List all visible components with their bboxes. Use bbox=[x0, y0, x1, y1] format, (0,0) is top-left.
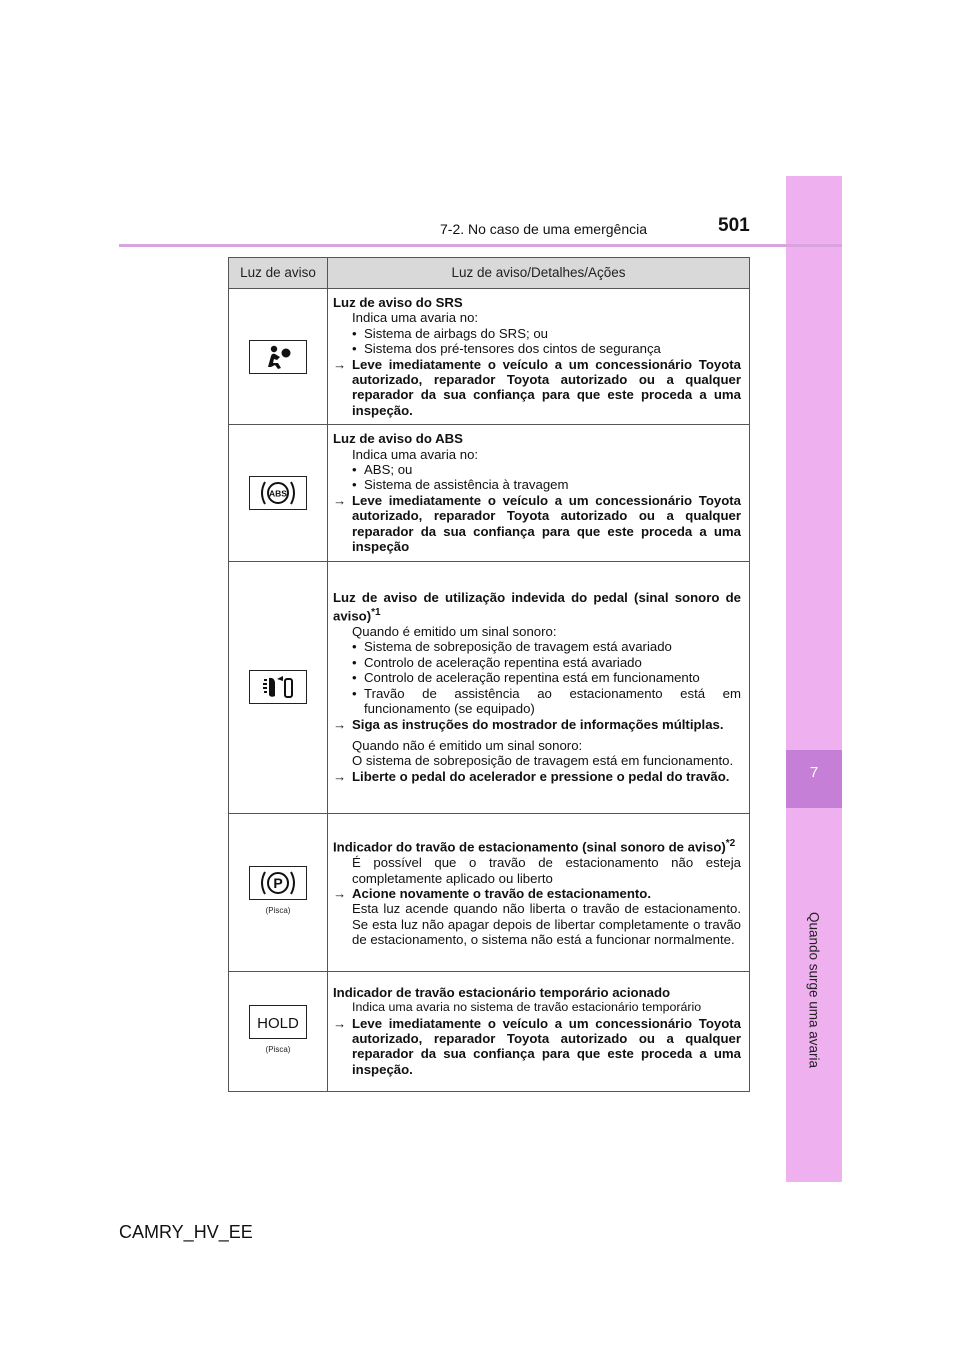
description-cell bbox=[328, 971, 750, 1091]
action-item: → Leve imediatamente o veículo a um concessionário Toyota autorizado, reparador Toyota autorizado ou a qualquer reparador da sua confiança para que este proceda a uma inspeção. bbox=[333, 356, 741, 418]
arrow-glyph: → bbox=[333, 492, 347, 508]
bullet-item: • Sistema de assistência à travagem bbox=[352, 477, 569, 493]
section-title: 7-2. No caso de uma emergência bbox=[440, 221, 647, 237]
table-row bbox=[229, 813, 750, 971]
row-title: Luz de aviso de utilização indevida do pedal (sinal sonoro de aviso)$^{*1}$ bbox=[333, 589, 741, 624]
warning-lights-table bbox=[228, 257, 750, 1092]
table-row bbox=[229, 561, 750, 813]
bullet-item: • Sistema de airbags do SRS; ou bbox=[352, 325, 548, 341]
bullet-item: • ABS; ou bbox=[352, 462, 413, 478]
page-number: 501 bbox=[718, 215, 750, 236]
icon-cell bbox=[229, 813, 328, 971]
description-cell bbox=[328, 289, 750, 425]
row-title: Indicador do travão de estacionamento (sinal sonoro de aviso)$^{*2}$ bbox=[333, 838, 736, 855]
row-title: Luz de aviso do ABS bbox=[333, 431, 463, 447]
description-cell bbox=[328, 425, 750, 561]
bullet-glyph: • bbox=[352, 341, 357, 357]
bullet-glyph: • bbox=[352, 685, 357, 701]
row-text-2: Esta luz acende quando não liberta o travão de estacionamento. Se esta luz não apagar depois de libertar completamente o travão de estacionamento, o sistema não está a funcionar normalmente. bbox=[352, 901, 741, 948]
action-item: → Leve imediatamente o veículo a um concessionário Toyota autorizado, reparador Toyota autorizado ou a qualquer reparador da sua confiança para que este proceda a uma inspeção bbox=[333, 492, 741, 555]
action-item: → Leve imediatamente o veículo a um concessionário Toyota autorizado, reparador Toyota autorizado ou a qualquer reparador da sua confiança para que este proceda a uma inspeção. bbox=[333, 1015, 741, 1077]
bullet-item: • Sistema dos pré-tensores dos cintos de segurança bbox=[352, 341, 661, 357]
icon-cell bbox=[229, 561, 328, 813]
bullet-glyph: • bbox=[352, 462, 357, 478]
chapter-tab-top bbox=[786, 176, 842, 750]
description-cell bbox=[328, 813, 750, 971]
column-header: Luz de aviso bbox=[229, 258, 328, 289]
bullet-item: • Controlo de aceleração repentina está em funcionamento bbox=[352, 670, 700, 686]
footnote-ref: *2 bbox=[725, 838, 736, 850]
arrow-glyph: → bbox=[333, 716, 347, 732]
bullet-item: • Sistema de sobreposição de travagem está avariado bbox=[352, 639, 672, 655]
hold-icon-label: HOLD bbox=[257, 1014, 299, 1032]
bullet-glyph: • bbox=[352, 477, 357, 493]
airbag-icon bbox=[249, 340, 307, 374]
column-header: Luz de aviso/Detalhes/Ações bbox=[328, 258, 750, 289]
table-header-row bbox=[229, 258, 750, 289]
bullet-glyph: • bbox=[352, 654, 357, 670]
action-item: → Acione novamente o travão de estacionamento. bbox=[333, 885, 651, 901]
abs-icon-label: ABS bbox=[269, 488, 287, 499]
row-title: Luz de aviso do SRS bbox=[333, 295, 463, 310]
row-intro: É possível que o travão de estacionamento não esteja completamente aplicado ou liberto bbox=[352, 855, 741, 886]
icon-caption: (Pisca) bbox=[265, 905, 291, 915]
action-item: → Siga as instruções do mostrador de informações múltiplas. bbox=[333, 716, 724, 732]
table-row bbox=[229, 289, 750, 425]
row-intro-2: Quando não é emitido um sinal sonoro: bbox=[352, 737, 583, 753]
hold-icon bbox=[249, 1005, 307, 1039]
row-title: Indicador de travão estacionário temporário acionado bbox=[333, 984, 671, 1000]
icon-cell bbox=[229, 971, 328, 1091]
arrow-glyph: → bbox=[333, 356, 347, 372]
arrow-glyph: → bbox=[333, 885, 347, 901]
row-text-2: O sistema de sobreposição de travagem está em funcionamento. bbox=[352, 753, 734, 769]
action-item: → Liberte o pedal do acelerador e pressione o pedal do travão. bbox=[333, 768, 730, 784]
table-row bbox=[229, 425, 750, 561]
table-row bbox=[229, 971, 750, 1091]
parking-icon-label: P bbox=[273, 874, 283, 891]
bullet-glyph: • bbox=[352, 670, 357, 686]
arrow-glyph: → bbox=[333, 768, 347, 784]
icon-caption: (Pisca) bbox=[265, 1044, 291, 1054]
document-code: CAMRY_HV_EE bbox=[119, 1222, 253, 1242]
parking-brake-icon bbox=[249, 866, 307, 900]
row-intro: Quando é emitido um sinal sonoro: bbox=[352, 624, 557, 640]
chapter-number: 7 bbox=[809, 764, 819, 781]
header-rule bbox=[119, 244, 842, 247]
icon-cell bbox=[229, 425, 328, 561]
row-intro: Indica uma avaria no sistema de travão estacionário temporário bbox=[352, 1000, 702, 1015]
bullet-item: • Travão de assistência ao estacionamento está em funcionamento (se equipado) bbox=[352, 685, 741, 717]
bullet-item: • Controlo de aceleração repentina está avariado bbox=[352, 654, 642, 670]
row-intro: Indica uma avaria no: bbox=[352, 310, 479, 326]
icon-cell bbox=[229, 289, 328, 425]
bullet-glyph: • bbox=[352, 325, 357, 341]
row-intro: Indica uma avaria no: bbox=[352, 446, 479, 462]
arrow-glyph: → bbox=[333, 1015, 347, 1031]
footnote-ref: *1 bbox=[371, 607, 381, 619]
abs-icon bbox=[249, 476, 307, 510]
description-cell bbox=[328, 561, 750, 813]
pedal-misuse-icon bbox=[249, 670, 307, 704]
bullet-glyph: • bbox=[352, 639, 357, 655]
chapter-label: Quando surge uma avaria bbox=[806, 911, 822, 1069]
